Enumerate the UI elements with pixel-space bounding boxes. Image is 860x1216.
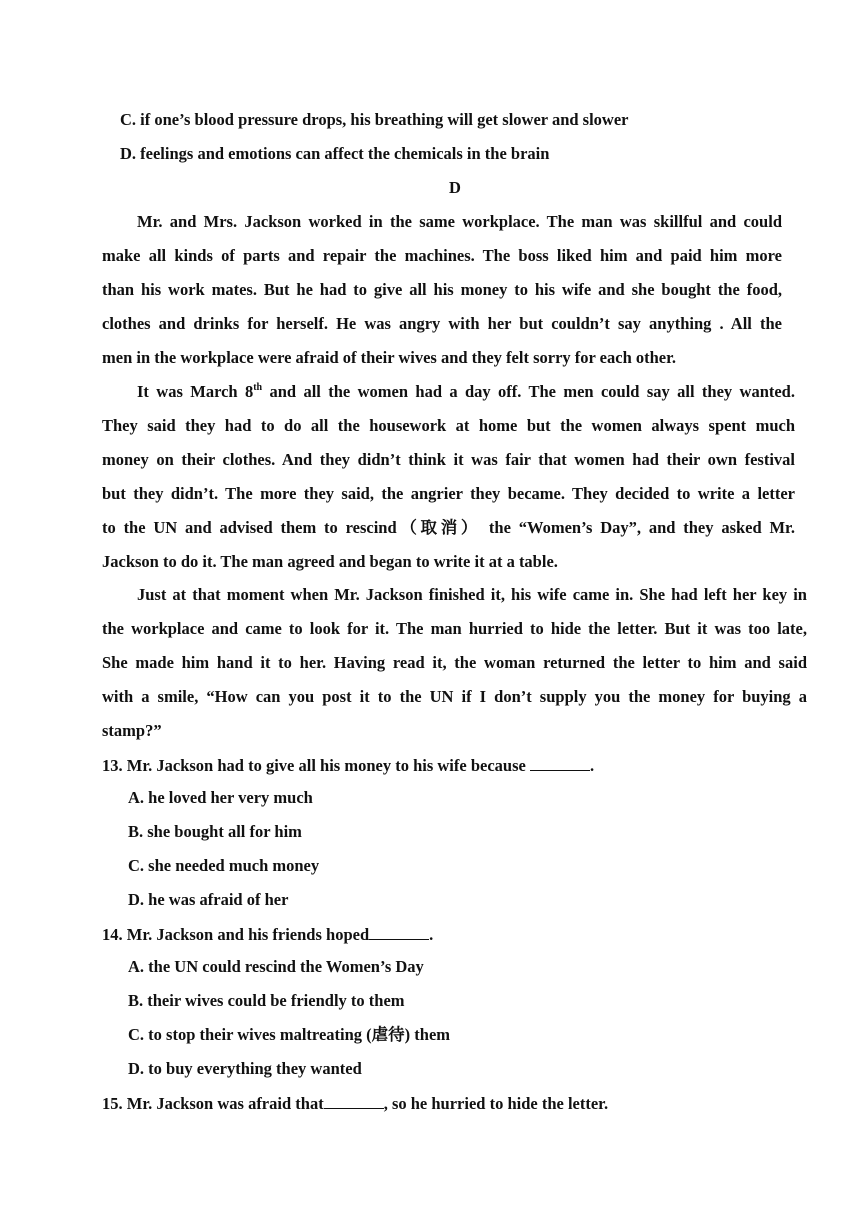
option-14-b: B. their wives could be friendly to them — [128, 991, 405, 1010]
question-15 — [102, 1092, 608, 1114]
passage-p2-line: Jackson to do it. The man agreed and began to write it at a table. — [102, 552, 558, 571]
answer-blank — [324, 1092, 384, 1109]
passage-p1-line: make all kinds of parts and repair the machines. The boss liked him and paid him more — [102, 246, 782, 265]
passage-p1-line: than his work mates. But he had to give all his money to his wife and she bought the food, — [102, 280, 782, 299]
option-13-a: A. he loved her very much — [128, 788, 313, 807]
option-13-b: B. she bought all for him — [128, 822, 302, 841]
passage-p2-text: It was March 8 — [137, 382, 254, 401]
question-stem-end: . — [429, 925, 434, 944]
question-14 — [102, 923, 433, 945]
option-13-d: D. he was afraid of her — [128, 890, 289, 909]
passage-p2-line — [137, 382, 795, 402]
passage-p3-line: stamp?” — [102, 721, 162, 740]
answer-blank — [530, 754, 590, 771]
option-14-a: A. the UN could rescind the Women’s Day — [128, 957, 424, 976]
question-stem: 15. Mr. Jackson was afraid that — [102, 1094, 324, 1113]
question-stem: 13. Mr. Jackson had to give all his money to his wife because — [102, 756, 530, 775]
passage-p1-line: Mr. and Mrs. Jackson worked in the same workplace. The man was skillful and could — [137, 212, 782, 231]
passage-p2-text: and all the women had a day off. The men could say all they wanted. — [262, 382, 795, 401]
passage-p2-line: but they didn’t. The more they said, the angrier they became. They decided to write a letter — [102, 484, 795, 503]
passage-p3-line: with a smile, “How can you post it to the UN if I don’t supply you the money for buying a — [102, 687, 807, 706]
passage-p2-line: to the UN and advised them to rescind（取消） the “Women’s Day”, and they asked Mr. — [102, 518, 795, 537]
passage-p2-line: money on their clothes. And they didn’t think it was fair that women had their own festival — [102, 450, 795, 469]
passage-p2-line: They said they had to do all the housework at home but the women always spent much — [102, 416, 795, 435]
passage-p3-line: She made him hand it to her. Having read it, the woman returned the letter to him and said — [102, 653, 807, 672]
option-14-c: C. to stop their wives maltreating (虐待) them — [128, 1025, 451, 1044]
option-14-d: D. to buy everything they wanted — [128, 1059, 362, 1078]
superscript: th — [253, 381, 263, 393]
passage-p1-line: clothes and drinks for herself. He was angry with her but couldn’t say anything . All the — [102, 314, 782, 333]
question-stem: 14. Mr. Jackson and his friends hoped — [102, 925, 370, 944]
prev-option-c: C. if one’s blood pressure drops, his breathing will get slower and slower — [120, 110, 629, 129]
option-13-c: C. she needed much money — [128, 856, 320, 875]
section-letter: D — [449, 178, 461, 197]
question-13 — [102, 754, 594, 776]
passage-p3-line: Just at that moment when Mr. Jackson finished it, his wife came in. She had left her key in — [137, 585, 807, 604]
passage-p3-line: the workplace and came to look for it. The man hurried to hide the letter. But it was too late, — [102, 619, 807, 638]
question-stem-end: . — [589, 756, 595, 775]
answer-blank — [369, 923, 429, 940]
question-stem-end: , so he hurried to hide the letter. — [383, 1094, 609, 1113]
prev-option-d: D. feelings and emotions can affect the chemicals in the brain — [120, 144, 550, 163]
passage-p1-line: men in the workplace were afraid of their wives and they felt sorry for each other. — [102, 348, 677, 367]
